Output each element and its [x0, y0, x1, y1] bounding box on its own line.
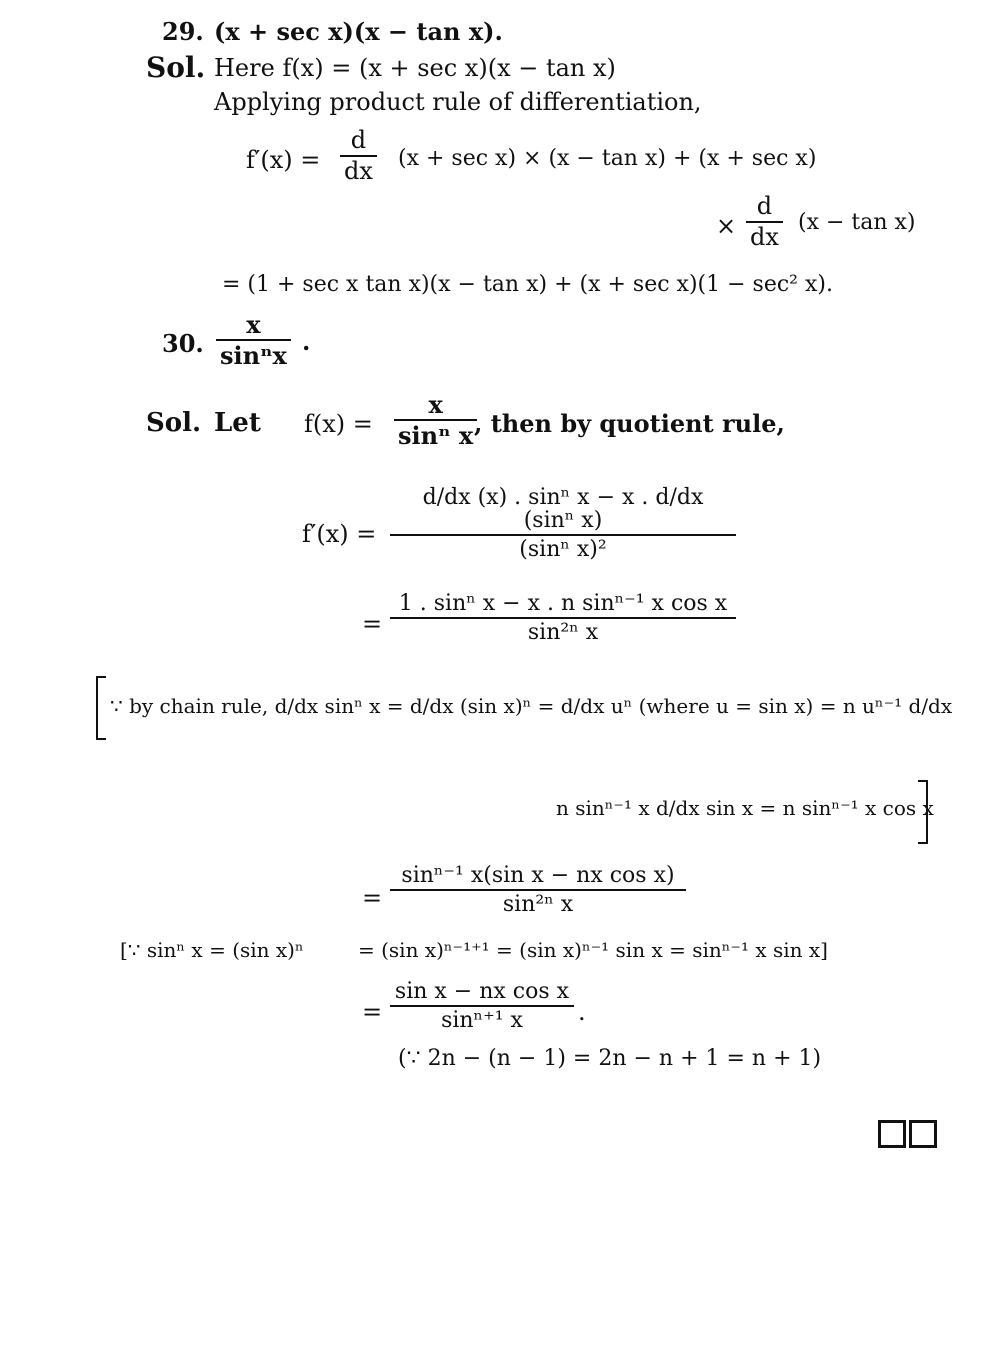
- question-number-30: 30.: [162, 329, 204, 358]
- power-identity-note-left: [∵ sinⁿ x = (sin x)ⁿ: [120, 938, 304, 962]
- equals-sign-2: =: [362, 610, 383, 638]
- final-fraction: $\frac{\text{sin x − nx cos x}}{\text{sinⁿ⁺¹ x}}$: [390, 980, 574, 1032]
- step2-fraction: $\frac{\text{1 . sinⁿ x − x . n sinⁿ⁻¹ x cos x}}{\text{sin²ⁿ x}}$: [390, 592, 736, 644]
- equals-sign-3: =: [362, 884, 383, 912]
- power-identity-note-right: = (sin x)ⁿ⁻¹⁺¹ = (sin x)ⁿ⁻¹ sin x = sinⁿ⁻¹ x sin x]: [358, 938, 828, 962]
- step3-fraction: $\frac{\text{sinⁿ⁻¹ x(sin x − nx cos x)}}{\text{sin²ⁿ x}}$: [390, 864, 686, 916]
- d-dx-operator: $\frac{d}{dx}$: [340, 128, 377, 184]
- let-word: Let: [214, 408, 261, 438]
- quotient-rule-statement: , then by quotient rule,: [474, 409, 785, 438]
- function-fraction-30: $\frac{x}{\text{sinⁿ x}}$: [394, 392, 477, 448]
- exponent-simplification-note: (∵ 2n − (n − 1) = 2n − n + 1 = n + 1): [398, 1046, 822, 1071]
- solution-label-30: Sol.: [146, 408, 202, 438]
- chain-rule-note-line1: ∵ by chain rule, d/dx sinⁿ x = d/dx (sin x)ⁿ = d/dx uⁿ (where u = sin x) = n uⁿ⁻¹ d/dx: [110, 694, 953, 718]
- derivative-lhs-29: f′(x) =: [246, 146, 321, 174]
- d-dx-operator-2: $\frac{d}{dx}$: [746, 194, 783, 250]
- right-bracket: [918, 780, 928, 844]
- solution-label-29: Sol.: [146, 51, 206, 84]
- result-29: = (1 + sec x tan x)(x − tan x) + (x + sec x)(1 − sec² x).: [222, 272, 833, 297]
- times-sign: ×: [716, 212, 737, 240]
- equals-sign-4: =: [362, 998, 383, 1026]
- quotient-rule-fraction: $\frac{\text{d/dx (x) . sinⁿ x − x . d/dx (sinⁿ x)}}{\text{(sinⁿ x)²}}$: [390, 486, 736, 561]
- question-29-expression: (x + sec x)(x − tan x).: [214, 17, 503, 46]
- left-bracket: [96, 676, 106, 740]
- derivative-lhs-30: f′(x) =: [302, 520, 377, 548]
- product-rule-terms-line2: (x − tan x): [798, 210, 916, 235]
- question-number-29: 29.: [162, 17, 204, 46]
- final-period: .: [578, 998, 586, 1026]
- end-of-section-mark: [878, 1120, 937, 1148]
- chain-rule-note-line2: n sinⁿ⁻¹ x d/dx sin x = n sinⁿ⁻¹ x cos x: [556, 796, 934, 820]
- product-rule-statement: Applying product rule of differentiation,: [214, 88, 702, 116]
- question-30-period: .: [302, 327, 311, 356]
- product-rule-terms-line1: (x + sec x) × (x − tan x) + (x + sec x): [398, 146, 817, 171]
- question-30-fraction: $\frac{x}{\text{sinⁿx}}$: [216, 312, 291, 368]
- solution-29-definition: Here f(x) = (x + sec x)(x − tan x): [214, 54, 616, 82]
- function-lhs-30: f(x) =: [304, 410, 373, 438]
